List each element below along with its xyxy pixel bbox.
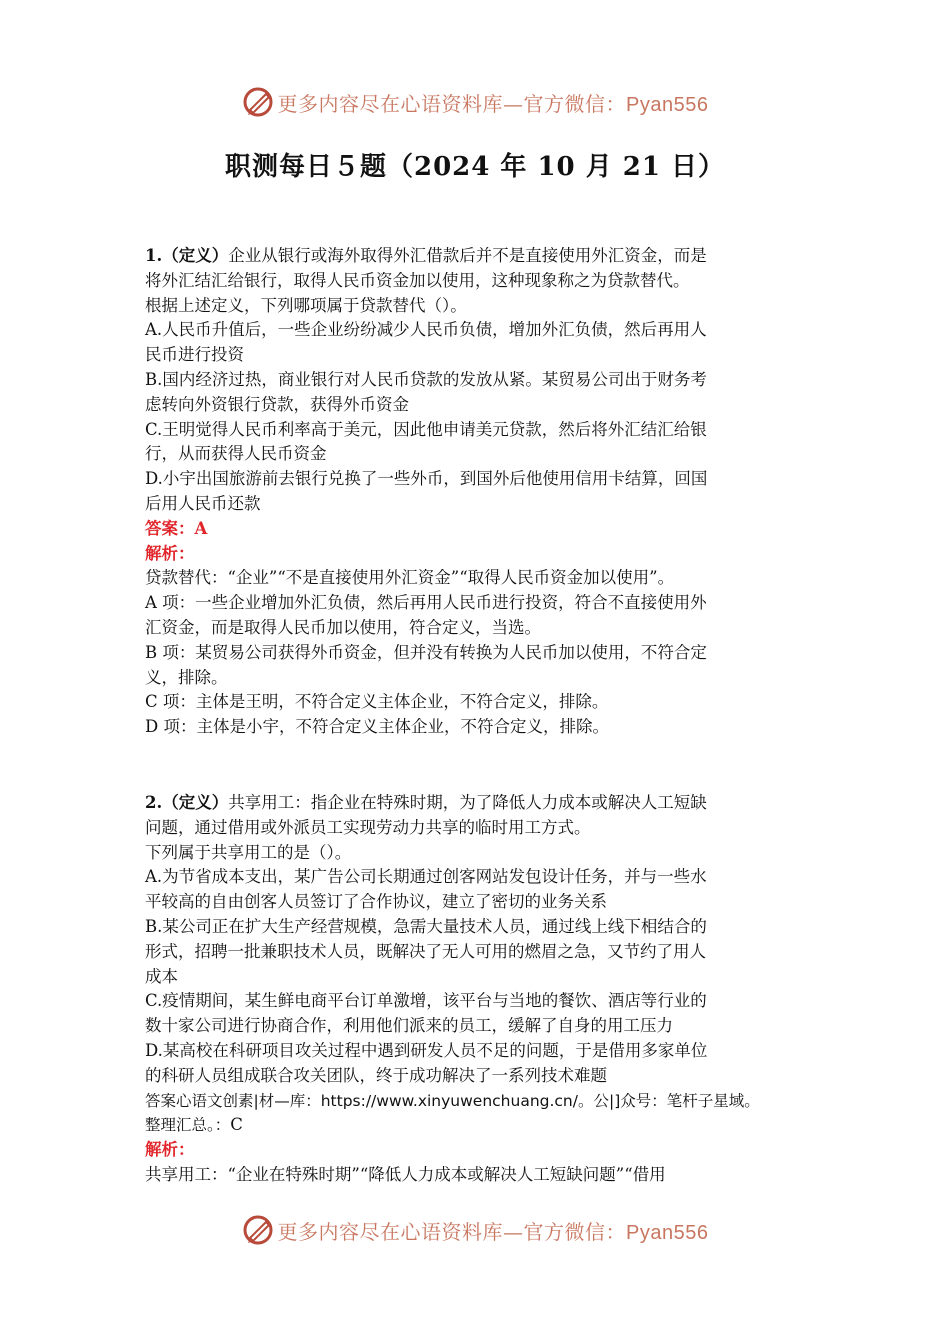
question-2-stem-cont: 问题，通过借用或外派员工实现劳动力共享的临时用工方式。 bbox=[145, 817, 591, 837]
option-b-cont: 形式，招聘一批兼职技术人员，既解决了无人可用的燃眉之急，又节约了用人 bbox=[145, 941, 706, 961]
question-2-stem: 2.（定义）共享用工：指企业在特殊时期，为了降低人力成本或解决人工短缺 bbox=[145, 793, 707, 812]
question-2-prompt: 下列属于共享用工的是（）。 bbox=[145, 842, 352, 862]
option-d: D.小宇出国旅游前去银行兑换了一些外币，到国外后他使用信用卡结算，回国 bbox=[145, 469, 708, 489]
analysis-text: C 项：主体是王明，不符合定义主体企业，不符合定义，排除。 bbox=[145, 692, 609, 712]
answer: 答案：A bbox=[145, 518, 208, 538]
analysis-text: 义，排除。 bbox=[145, 667, 228, 687]
option-d: D.某高校在科研项目攻关过程中遇到研发人员不足的问题，于是借用多家单位 bbox=[145, 1040, 708, 1060]
footer-banner-text: 更多内容尽在心语资料库—官方微信：Pyan556 bbox=[277, 1219, 709, 1244]
analysis-text: 贷款替代：“企业”“不是直接使用外汇资金”“取得人民币资金加以使用”。 bbox=[145, 568, 675, 588]
option-d-cont: 后用人民币还款 bbox=[145, 493, 261, 513]
analysis-text: 共享用工：“企业在特殊时期”“降低人力成本或解决人工短缺问题”“借用 bbox=[145, 1164, 666, 1184]
option-a-cont: 平较高的自由创客人员签订了合作协议，建立了密切的业务关系 bbox=[145, 892, 607, 912]
option-c: C.王明觉得人民币利率高于美元，因此他申请美元贷款，然后将外汇结汇给银 bbox=[145, 419, 707, 439]
option-c: C.疫情期间，某生鲜电商平台订单激增，该平台与当地的餐饮、酒店等行业的 bbox=[145, 991, 707, 1011]
pen-logo-icon bbox=[242, 1214, 274, 1246]
option-a-cont: 民币进行投资 bbox=[145, 345, 244, 365]
option-b: B.国内经济过热，商业银行对人民币贷款的发放从紧。某贸易公司出于财务考 bbox=[145, 369, 707, 389]
question-1-stem-cont: 将外汇结汇给银行，取得人民币资金加以使用，这种现象称之为贷款替代。 bbox=[145, 270, 690, 290]
header-banner bbox=[0, 82, 950, 122]
analysis-label: 解析： bbox=[145, 543, 195, 563]
answer: 整理汇总。：C bbox=[145, 1115, 243, 1135]
analysis-text: B 项：某贸易公司获得外币资金，但并没有转换为人民币加以使用，不符合定 bbox=[145, 642, 707, 662]
option-b-cont: 成本 bbox=[145, 966, 178, 986]
answer-watermark-line: 答案心语文创素|材—库：https://www.xinyuwenchuang.cn/。公|]众号：笔杆子星域。 bbox=[145, 1091, 760, 1110]
option-b-cont: 虑转向外资银行贷款，获得外币资金 bbox=[145, 394, 409, 414]
question-1-stem: 1.（定义）企业从银行或海外取得外汇借款后并不是直接使用外汇资金，而是 bbox=[145, 246, 707, 265]
header-banner-text: 更多内容尽在心语资料库—官方微信：Pyan556 bbox=[277, 91, 709, 116]
option-a: A.为节省成本支出，某广告公司长期通过创客网站发包设计任务，并与一些水 bbox=[145, 867, 707, 887]
option-b: B.某公司正在扩大生产经营规模，急需大量技术人员，通过线上线下相结合的 bbox=[145, 916, 707, 936]
analysis-text: D 项：主体是小宇，不符合定义主体企业，不符合定义，排除。 bbox=[145, 717, 609, 737]
analysis-label: 解析： bbox=[145, 1140, 195, 1160]
question-1-prompt: 根据上述定义，下列哪项属于贷款替代（）。 bbox=[145, 295, 467, 315]
question-1 bbox=[145, 244, 817, 740]
option-c-cont: 数十家公司进行协商合作，利用他们派来的员工，缓解了自身的用工压力 bbox=[145, 1016, 673, 1036]
option-a: A.人民币升值后，一些企业纷纷减少人民币负债，增加外汇负债，然后再用人 bbox=[145, 320, 707, 340]
option-c-cont: 行，从而获得人民币资金 bbox=[145, 444, 327, 464]
page-title: 职测每日５题（2024 年 10 月 21 日） bbox=[225, 152, 725, 182]
pen-logo-icon bbox=[242, 86, 274, 118]
analysis-text: A 项：一些企业增加外汇负债，然后再用人民币进行投资，符合不直接使用外 bbox=[145, 593, 707, 613]
question-2 bbox=[145, 791, 817, 1188]
analysis-text: 汇资金，而是取得人民币加以使用，符合定义，当选。 bbox=[145, 617, 541, 637]
option-d-cont: 的科研人员组成联合攻关团队，终于成功解决了一系列技术难题 bbox=[145, 1065, 607, 1085]
footer-banner bbox=[0, 1210, 950, 1250]
